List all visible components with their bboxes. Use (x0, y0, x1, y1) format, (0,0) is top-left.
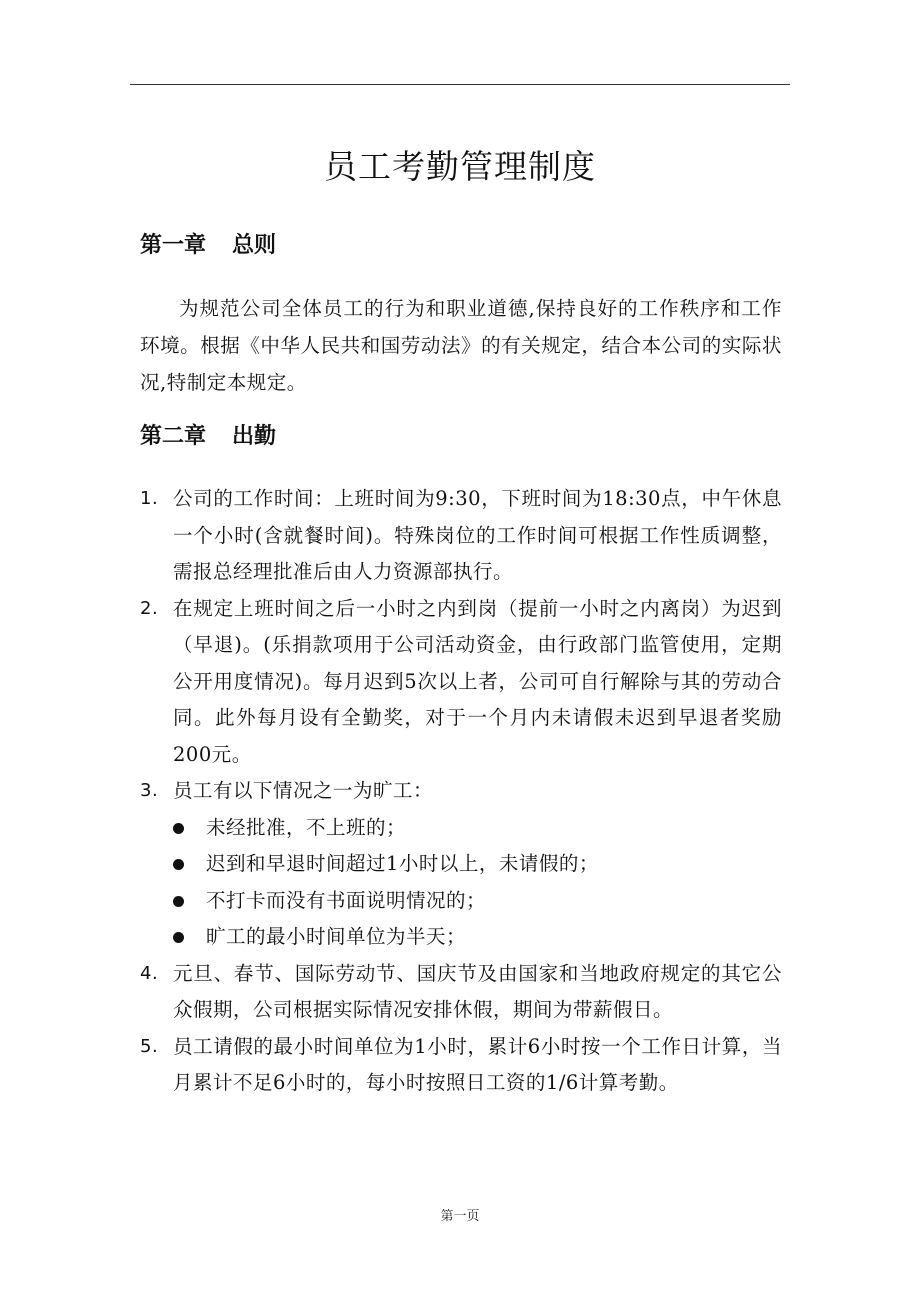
list-item-number: 4. (140, 962, 159, 984)
attendance-rules-list (140, 481, 782, 1102)
list-item-text: 在规定上班时间之后一小时之内到岗（提前一小时之内离岗）为迟到（早退)。(乐捐款项用于公司活动资金，由行政部门监管使用，定期公开用度情况)。每月迟到5次以上者，公司可自行解除与其的劳动合同。此外每月设有全勤奖，对于一个月内未请假未迟到早退者奖励200元。 (173, 596, 782, 766)
list-item-text: 员工请假的最小时间单位为1小时，累计6小时按一个工作日计算，当月累计不足6小时的，每小时按照日工资的1/6计算考勤。 (173, 1034, 782, 1094)
document-title: 员工考勤管理制度 (324, 147, 596, 186)
list-item (140, 1029, 782, 1102)
chapter-1-heading (140, 230, 276, 262)
bullet-item (173, 846, 782, 883)
bullet-dot-icon (173, 932, 184, 943)
list-item-text: 公司的工作时间：上班时间为9:30，下班时间为18:30点，中午休息一个小时(含就餐时间)。特殊岗位的工作时间可根据工作性质调整，需报总经理批准后由人力资源部执行。 (173, 487, 782, 583)
absence-conditions-list (173, 810, 782, 956)
list-item (140, 773, 782, 956)
list-item-text: 元旦、春节、国际劳动节、国庆节及由国家和当地政府规定的其它公众假期，公司根据实际情况安排休假，期间为带薪假日。 (173, 961, 782, 1021)
header-rule (130, 84, 790, 85)
list-item-number: 2. (140, 597, 159, 619)
list-item-number: 5. (140, 1035, 159, 1057)
bullet-item (173, 810, 782, 847)
chapter-2-number: 第二章 (140, 424, 207, 449)
list-item-text: 员工有以下情况之一为旷工： (173, 779, 434, 802)
bullet-item (173, 919, 782, 956)
bullet-text: 未经批准，不上班的； (206, 815, 407, 839)
chapter-2-heading (140, 421, 276, 453)
list-item (140, 956, 782, 1029)
chapter-1-number: 第一章 (140, 233, 207, 258)
chapter-1-paragraph: 为规范公司全体员工的行为和职业道德,保持良好的工作秩序和工作环境。根据《中华人民共和国劳动法》的有关规定，结合本公司的实际状况,特制定本规定。 (140, 297, 782, 394)
chapter-2-name: 出勤 (232, 424, 277, 449)
list-item-number: 3. (140, 780, 159, 801)
page-number: 第一页 (440, 1209, 480, 1224)
list-item-number: 1. (140, 488, 159, 509)
bullet-text: 旷工的最小时间单位为半天； (206, 925, 467, 948)
bullet-dot-icon (173, 823, 184, 834)
bullet-text: 迟到和早退时间超过1小时以上，未请假的； (206, 852, 599, 875)
chapter-1-name: 总则 (232, 233, 277, 258)
list-item (140, 591, 782, 774)
bullet-dot-icon (173, 859, 184, 870)
bullet-item (173, 883, 782, 920)
bullet-dot-icon (173, 896, 184, 907)
bullet-text: 不打卡而没有书面说明情况的； (206, 888, 487, 912)
list-item (140, 481, 782, 591)
